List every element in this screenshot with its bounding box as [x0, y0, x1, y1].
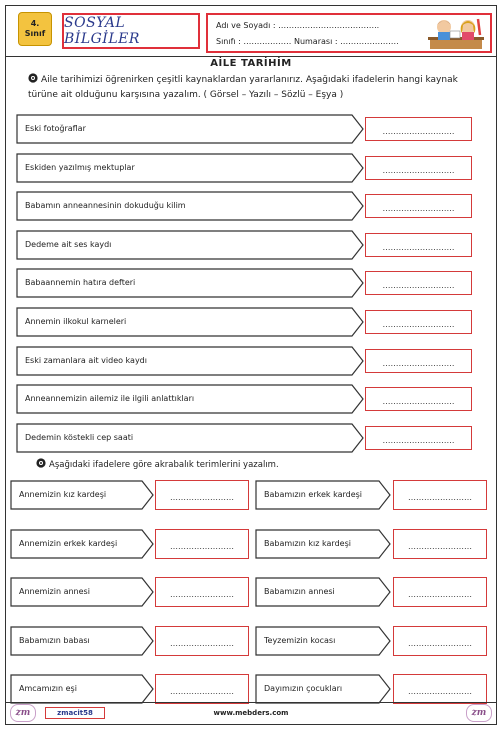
- answer-box[interactable]: ……………………: [393, 674, 487, 704]
- instruction-1-text: Aile tarihimizi öğrenirken çeşitli kaynaklardan yararlanırız. Aşağıdaki ifadelerin hangi kaynak türüne ait olduğunu karşısına yazalım. ( Görsel – Yazılı – Sözlü – Eşya ): [28, 75, 458, 100]
- source-item-label: Anneannemizin ailemiz ile ilgili anlattıkları: [25, 394, 195, 404]
- source-item: [16, 307, 364, 337]
- source-item: [16, 346, 364, 376]
- answer-box[interactable]: ………………………: [365, 426, 472, 450]
- answer-box[interactable]: ………………………: [365, 117, 472, 141]
- answer-box[interactable]: ……………………: [393, 480, 487, 510]
- source-item-label: Annemin ilkokul karneleri: [25, 317, 127, 326]
- relative-item-right: [255, 577, 391, 607]
- footer-divider: [5, 702, 497, 703]
- source-item: [16, 114, 364, 144]
- footer-logo-left: zm: [10, 704, 36, 722]
- source-item-label: Eski zamanlara ait video kaydı: [25, 355, 147, 365]
- page-title: AİLE TARİHİM: [210, 58, 292, 69]
- source-item: [16, 191, 364, 221]
- footer-logo-right: zm: [466, 704, 492, 722]
- footer-code: zmacit58: [45, 707, 105, 719]
- relative-item-right: [255, 626, 391, 656]
- source-item: [16, 153, 364, 183]
- grade-number: 4.: [30, 19, 40, 28]
- class-line: Sınıfı : ……………… Numarası : ………………….: [216, 37, 399, 46]
- footer: [0, 704, 502, 724]
- source-item-label: Dedeme ait ses kaydı: [25, 239, 112, 249]
- subject-title: SOSYAL BİLGİLER: [62, 13, 200, 49]
- source-item: [16, 268, 364, 298]
- relative-item-right: [255, 674, 391, 704]
- answer-box[interactable]: ……………………: [155, 626, 249, 656]
- relative-item-right: [255, 529, 391, 559]
- relative-item-right: [255, 480, 391, 510]
- answer-box[interactable]: ………………………: [365, 194, 472, 218]
- grade-badge: [18, 12, 52, 46]
- answer-box[interactable]: ………………………: [365, 387, 472, 411]
- source-item: [16, 230, 364, 260]
- relative-item-left: [10, 674, 154, 704]
- source-item-label: Dedemin köstekli cep saati: [25, 432, 134, 442]
- answer-box[interactable]: ………………………: [365, 349, 472, 373]
- source-item-label: Babaannemin hatıra defteri: [25, 278, 136, 288]
- relative-item-left: [10, 577, 154, 607]
- name-line: Adı ve Soyadı : ………………………………..: [216, 21, 380, 30]
- relative-item-right-label: Teyzemizin kocası: [264, 635, 336, 645]
- footer-website[interactable]: www.mebders.com: [213, 709, 289, 717]
- children-studying-illustration: [428, 17, 484, 51]
- answer-box[interactable]: ………………………: [365, 156, 472, 180]
- answer-box[interactable]: ………………………: [365, 271, 472, 295]
- source-item: [16, 423, 364, 453]
- answer-box[interactable]: ……………………: [155, 577, 249, 607]
- header-divider: [5, 56, 497, 57]
- answer-box[interactable]: ……………………: [393, 626, 487, 656]
- relative-item-left: [10, 529, 154, 559]
- answer-box[interactable]: ……………………: [155, 480, 249, 510]
- answer-box[interactable]: ……………………: [393, 577, 487, 607]
- answer-box[interactable]: ……………………: [155, 529, 249, 559]
- source-item: [16, 384, 364, 414]
- instruction-2: [36, 458, 279, 470]
- instruction-1: [28, 73, 483, 103]
- student-info-box: [206, 13, 492, 53]
- answer-box[interactable]: ………………………: [365, 310, 472, 334]
- relative-item-left-label: Babamızın babası: [19, 635, 90, 645]
- relative-item-right-label: Babamızın kız kardeşi: [264, 538, 351, 548]
- source-item-label: Babamın anneannesinin dokuduğu kilim: [25, 201, 186, 211]
- relative-item-left-label: Amcamızın eşi: [19, 684, 77, 693]
- relative-item-right-label: Babamızın annesi: [264, 587, 335, 596]
- answer-box[interactable]: ……………………: [393, 529, 487, 559]
- grade-word: Sınıf: [24, 29, 46, 38]
- flower-bullet-icon: [28, 73, 38, 83]
- relative-item-right-label: Babamızın erkek kardeşi: [264, 490, 363, 499]
- answer-box[interactable]: ………………………: [365, 233, 472, 257]
- relative-item-left-label: Annemizin erkek kardeşi: [19, 538, 118, 548]
- relative-item-right-label: Dayımızın çocukları: [264, 684, 343, 693]
- instruction-2-text: Aşağıdaki ifadelere göre akrabalık terimlerini yazalım.: [49, 460, 279, 470]
- relative-item-left-label: Annemizin annesi: [19, 587, 90, 596]
- relative-item-left-label: Annemizin kız kardeşi: [19, 490, 107, 499]
- source-item-label: Eskiden yazılmış mektuplar: [25, 162, 135, 172]
- answer-box[interactable]: ……………………: [155, 674, 249, 704]
- relative-item-left: [10, 480, 154, 510]
- relative-item-left: [10, 626, 154, 656]
- source-item-label: Eski fotoğraflar: [25, 124, 86, 133]
- flower-bullet-icon: [36, 458, 46, 468]
